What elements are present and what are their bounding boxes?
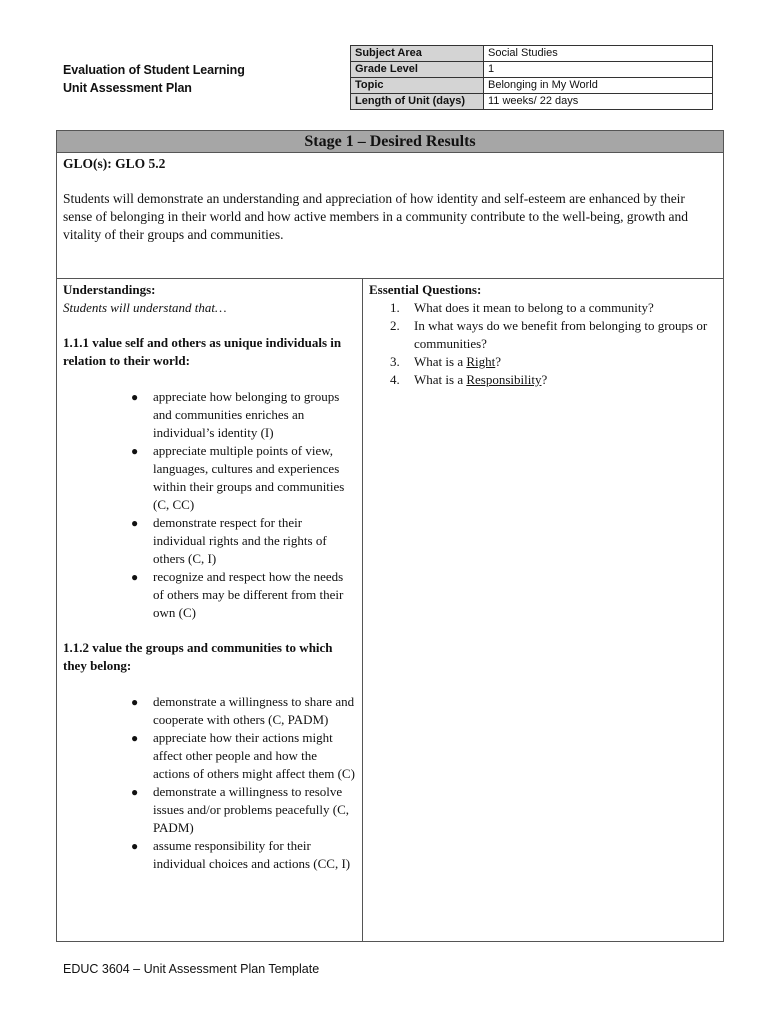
topic-value: Belonging in My World [484,78,713,94]
right-term: Right [466,354,496,369]
unit-info-table [350,45,713,110]
section-1-1-1-list [63,388,356,622]
list-item: ● demonstrate respect for their individual rights and the rights of others (C, I) [131,515,327,566]
bullet-icon: ● [131,839,139,853]
topic-label: Topic [351,78,484,94]
glo-title: GLO(s): GLO 5.2 [63,156,166,171]
section-1-1-1-title: 1.1.1 value self and others as unique individuals in relation to their world: [63,335,342,368]
table-row [351,78,713,94]
list-item: ● assume responsibility for their individual choices and actions (CC, I) [131,838,351,871]
page-footer: EDUC 3604 – Unit Assessment Plan Template [63,962,320,976]
essential-questions-heading: Essential Questions: [369,282,482,297]
responsibility-term: Responsibility [466,372,542,387]
table-row [351,94,713,110]
list-item: ● demonstrate a willingness to share and cooperate with others (C, PADM) [131,694,355,727]
bullet-icon: ● [131,695,139,709]
stage-1-heading: Stage 1 – Desired Results [57,131,723,153]
question-item: 1. What does it mean to belong to a community? [390,300,654,315]
understandings-column [57,279,363,941]
grade-level-value: 1 [484,62,713,78]
section-1-1-2-list [63,693,356,873]
bullet-icon: ● [131,516,139,530]
essential-questions-list [369,299,717,389]
essential-questions-column [363,279,723,941]
list-item: ● appreciate multiple points of view, languages, cultures and experiences within their groups and communities (C, CC) [131,443,345,512]
glo-description: Students will demonstrate an understanding and appreciation of how identity and self-esteem are enhanced by their sense of belonging in their world and how active members in a community contribute to the well-being, growth and vitality of their groups and communities. [63,191,688,242]
table-row [351,62,713,78]
document-title [63,61,245,97]
title-line-1: Evaluation of Student Learning [63,63,245,77]
bullet-icon: ● [131,785,139,799]
bullet-icon: ● [131,444,139,458]
unit-length-value: 11 weeks/ 22 days [484,94,713,110]
bullet-icon: ● [131,390,139,404]
subject-area-label: Subject Area [351,46,484,62]
title-line-2: Unit Assessment Plan [63,81,192,95]
list-item: ● demonstrate a willingness to resolve issues and/or problems peacefully (C, PADM) [131,784,350,835]
question-item: 2. In what ways do we benefit from belonging to groups or communities? [390,318,708,351]
question-item: 4. What is a Responsibility? [390,372,548,387]
list-item: ● appreciate how belonging to groups and communities enriches an individual’s identity (I) [131,389,340,440]
subject-area-value: Social Studies [484,46,713,62]
understandings-heading: Understandings: [63,282,156,297]
understandings-intro: Students will understand that… [63,300,227,315]
understandings-questions-row [57,279,723,941]
question-item: 3. What is a Right? [390,354,502,369]
list-item: ● recognize and respect how the needs of others may be different from their own (C) [131,569,344,620]
bullet-icon: ● [131,731,139,745]
bullet-icon: ● [131,570,139,584]
table-row [351,46,713,62]
section-1-1-2-title: 1.1.2 value the groups and communities to which they belong: [63,640,333,673]
grade-level-label: Grade Level [351,62,484,78]
glo-section [57,153,723,279]
unit-length-label: Length of Unit (days) [351,94,484,110]
list-item: ● appreciate how their actions might affect other people and how the actions of others might affect them (C) [131,730,355,781]
stage-1-table [56,130,724,942]
